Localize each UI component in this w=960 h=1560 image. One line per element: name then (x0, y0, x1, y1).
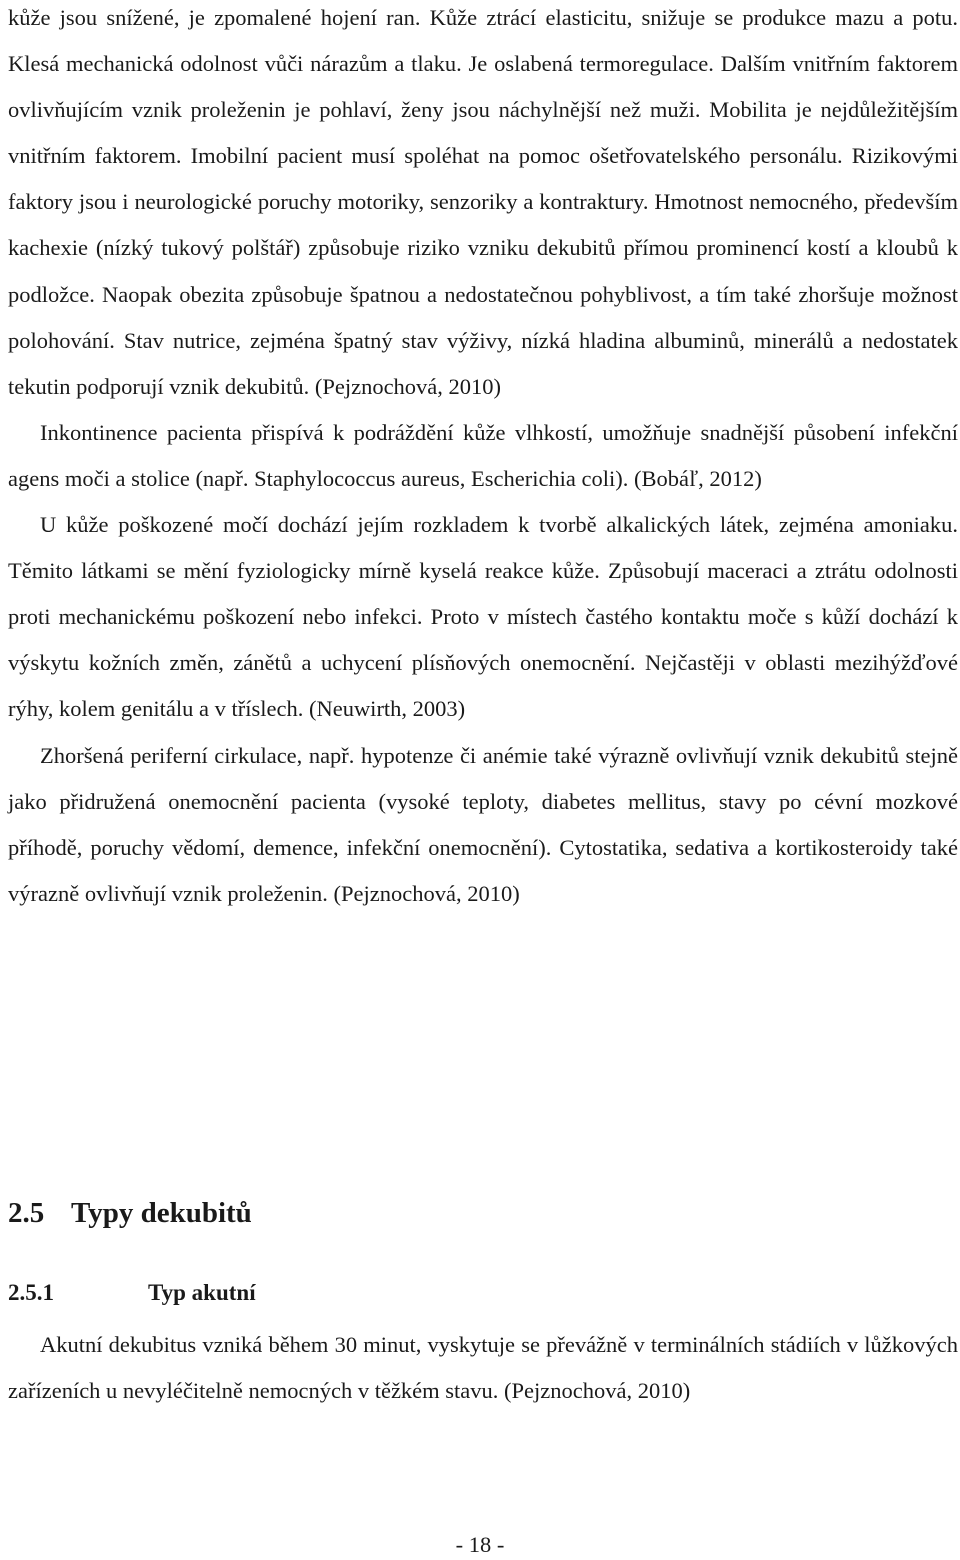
subsection-heading (8, 1275, 256, 1311)
subsection-title: Typ akutní (148, 1280, 256, 1305)
body-paragraph: Zhoršená periferní cirkulace, např. hypotenze či anémie také výrazně ovlivňují vznik dekubitů stejně jako přidružená onemocnění pacienta (vysoké teploty, diabetes mellitus, stavy po cévní mozkové příhodě, poruchy vědomí, demence, infekční onemocnění). Cytostatika, sedativa a kortikosteroidy také výrazně ovlivňují vznik proleženin. (Pejznochová, 2010) (8, 742, 958, 906)
body-paragraph: Inkontinence pacienta přispívá k podráždění kůže vlhkostí, umožňuje snadnější působení infekční agens moči a stolice (např. Staphylococcus aureus, Escherichia coli). (Bobáľ, 2012) (8, 419, 958, 491)
body-paragraph: kůže jsou snížené, je zpomalené hojení ran. Kůže ztrácí elasticitu, snižuje se produkce mazu a potu. Klesá mechanická odolnost vůči nárazům a tlaku. Je oslabená termoregulace. Dalším vnitřním faktorem ovlivňujícím vznik proleženin je pohlaví, ženy jsou náchylnější než muži. Mobilita je nejdůležitějším vnitřním faktorem. Imobilní pacient musí spoléhat na pomoc ošetřovatelského personálu. Rizikovými faktory jsou i neurologické poruchy motoriky, senzoriky a kontraktury. Hmotnost nemocného, především kachexie (nízký tukový polštář) způsobuje riziko vzniku dekubitů přímou prominencí kostí a kloubů k podložce. Naopak obezita způsobuje špatnou a nedostatečnou pohyblivost, a tím také zhoršuje možnost polohování. Stav nutrice, zejména špatný stav výživy, nízká hladina albuminů, minerálů a nedostatek tekutin podporují vznik dekubitů. (Pejznochová, 2010) (8, 5, 958, 399)
section-heading (8, 1193, 252, 1233)
page-number: - 18 - (455, 1532, 505, 1557)
document-page (8, 0, 958, 1404)
section-number: 2.5 (8, 1197, 45, 1229)
section-title: Typy dekubitů (71, 1197, 252, 1229)
subsection-number: 2.5.1 (8, 1280, 54, 1305)
body-paragraph: U kůže poškozené močí dochází jejím rozkladem k tvorbě alkalických látek, zejména amoniaku. Těmito látkami se mění fyziologicky mírně kyselá reakce kůže. Způsobují maceraci a ztrátu odolnosti proti mechanickému poškození nebo infekci. Proto v místech častého kontaktu moče s kůží dochází k výskytu kožních změn, zánětů a uchycení plísňových onemocnění. Nejčastěji v oblasti mezihýžďové rýhy, kolem genitálu a v tříslech. (Neuwirth, 2003) (8, 512, 958, 722)
body-paragraph: Akutní dekubitus vzniká během 30 minut, vyskytuje se převážně v terminálních stádiích v lůžkových zařízeních u nevyléčitelně nemocných v těžkém stavu. (Pejznochová, 2010) (8, 1332, 958, 1404)
